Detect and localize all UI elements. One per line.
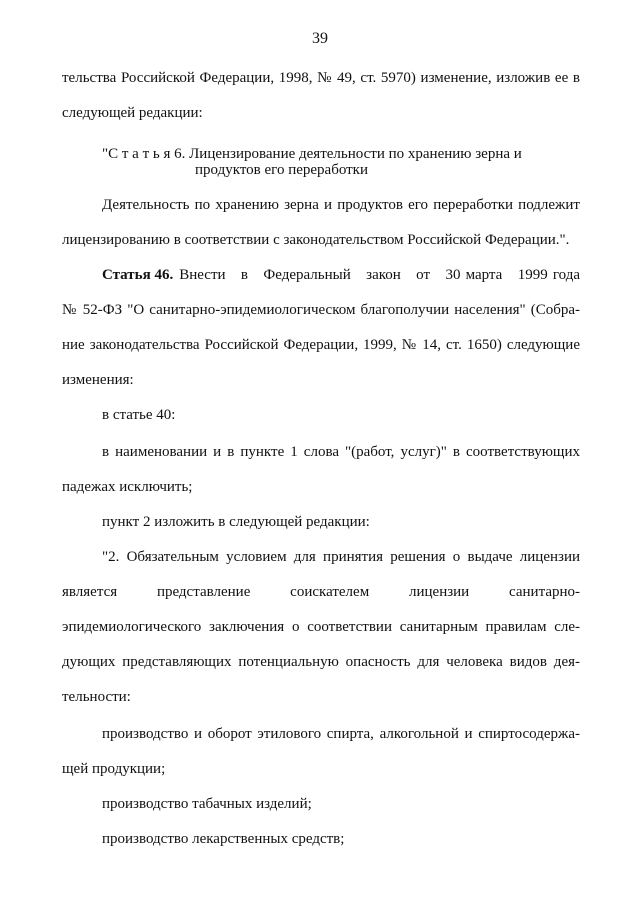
text-line: Внести в Федеральный закон от 30 марта 1999 года [179,267,580,283]
text-line: ние законодательства Российской Федерации, 1999, № 14, ст. 1650) следующие [62,337,580,353]
article-heading-quote-continuation: продуктов его переработки [195,162,368,178]
text-line: следующей редакции: [62,105,203,121]
text-line: щей продукции; [62,761,166,777]
text-line: пункт 2 изложить в следующей редакции: [102,514,370,530]
text-line: падежах исключить; [62,479,193,495]
text-line: изменения: [62,372,134,388]
text-line: производство лекарственных средств; [102,831,345,847]
article-46-heading: Статья 46. [102,267,174,283]
text-line: производство и оборот этилового спирта, алкогольной и спиртосодержа- [102,726,580,742]
text-line: производство табачных изделий; [102,796,312,812]
text-line: № 52-ФЗ "О санитарно-эпидемиологическом благополучии населения" (Собра- [62,302,580,318]
text-line: эпидемиологического заключения о соответствии санитарным правилам сле- [62,619,580,635]
text-line: дующих представляющих потенциальную опасность для человека видов дея- [62,654,580,670]
article-heading-quote: "С т а т ь я 6. Лицензирование деятельности по хранению зерна и [102,146,522,162]
article-46-line [102,266,580,284]
text-line: в статье 40: [102,407,176,423]
text-line: является представление соискателем лицензии санитарно- [62,584,580,600]
text-line: в наименовании и в пункте 1 слова "(работ, услуг)" в соответствующих [102,444,580,460]
page-number: 39 [312,30,328,47]
text-line: лицензированию в соответствии с законодательством Российской Федерации.". [62,232,570,248]
text-line: тельности: [62,689,131,705]
text-line: тельства Российской Федерации, 1998, № 49, ст. 5970) изменение, изложив ее в [62,70,580,86]
text-line: "2. Обязательным условием для принятия решения о выдаче лицензии [102,549,580,565]
text-line: Деятельность по хранению зерна и продуктов его переработки подлежит [102,197,580,213]
